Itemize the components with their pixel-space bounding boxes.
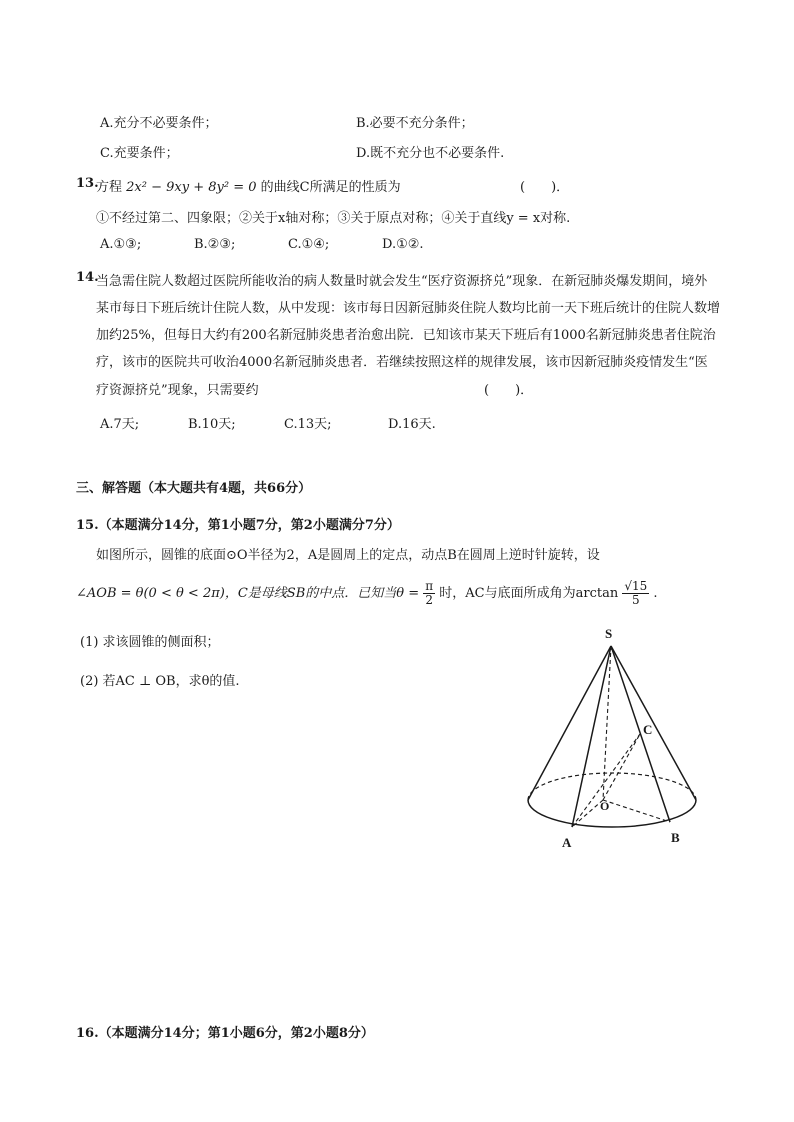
- q13-answer-bracket: ( )．: [520, 180, 570, 195]
- q12-option-a: A.充分不必要条件；: [100, 116, 218, 131]
- q14-option-d: D.16天.: [388, 417, 436, 432]
- q14-line-4: 疗，该市的医院共可收治4000名新冠肺炎患者．若继续按照这样的规律发展，该市因新冠肺炎疫情发生“医: [96, 355, 708, 370]
- q15-frac-numerator: π: [425, 579, 434, 593]
- label-o: O: [600, 799, 610, 813]
- q13-stem: [96, 176, 401, 195]
- q15-header: 15.（本题满分14分，第1小题7分，第2小题满分7分）: [76, 518, 400, 533]
- q14-option-c: C.13天;: [284, 417, 332, 432]
- q13-stem-suffix: 的曲线C所满足的性质为: [260, 180, 401, 195]
- label-s: S: [605, 626, 613, 641]
- q15-pi-over-2: [423, 580, 435, 607]
- q15-line-1: 如图所示，圆锥的底面⊙O半径为2，A是圆周上的定点，动点B在圆周上逆时针旋转，设: [96, 548, 600, 563]
- label-c: C: [643, 722, 653, 737]
- q14-line-3: 加约25%，但每日大约有200名新冠肺炎患者治愈出院．已知该市某天下班后有1000名新冠肺炎患者住院治: [96, 328, 716, 343]
- cone-figure: [515, 622, 715, 854]
- segment-oc: [603, 734, 640, 800]
- q14-option-b: B.10天;: [188, 417, 236, 432]
- q12-option-d: D.既不充分也不必要条件.: [356, 146, 505, 161]
- q16-header: 16.（本题满分14分；第1小题6分，第2小题8分）: [76, 1026, 374, 1041]
- cone-base-front-arc: [528, 800, 696, 827]
- q14-number: 14.: [76, 270, 99, 285]
- q12-option-b: B.必要不充分条件；: [356, 116, 474, 131]
- q15-arctan-denominator: 5: [632, 593, 640, 607]
- label-a: A: [562, 835, 572, 850]
- q14-answer-bracket: ( )．: [484, 383, 534, 398]
- q14-option-a: A.7天;: [100, 417, 140, 432]
- q13-option-b: B.②③;: [194, 237, 236, 252]
- q15-line-end: .: [653, 586, 658, 601]
- q15-line-2: [76, 580, 658, 607]
- radius-ob: [603, 800, 670, 822]
- q15-subquestion-1: (1) 求该圆锥的侧面积；: [80, 635, 220, 650]
- q15-angle-definition: ∠AOB = θ(0 < θ < 2π)，C是母线SB的中点．已知当θ =: [76, 586, 420, 601]
- section-title: 三、解答题（本大题共有4题，共66分）: [76, 481, 312, 496]
- q13-properties: ①不经过第二、四象限；②关于x轴对称；③关于原点对称；④关于直线y = x对称.: [96, 211, 571, 226]
- q15-frac-denominator: 2: [425, 593, 434, 607]
- q12-option-c: C.充要条件；: [100, 146, 179, 161]
- label-b: B: [671, 830, 680, 845]
- cone-base-back-arc: [528, 773, 696, 800]
- q14-line-2: 某市每日下班后统计住院人数，从中发现：该市每日因新冠肺炎住院人数均比前一天下班后统计的住院人数增: [96, 301, 721, 316]
- q13-option-a: A.①③;: [100, 237, 142, 252]
- generatrix-sb: [611, 646, 670, 822]
- q13-stem-prefix: 方程: [96, 180, 123, 195]
- q15-arctan-numerator: √15: [624, 579, 648, 593]
- q13-number: 13.: [76, 176, 99, 191]
- q13-equation: 2x² − 9xy + 8y² = 0: [126, 180, 257, 195]
- q14-line-1: 当急需住院人数超过医院所能收治的病人数量时就会发生“医疗资源挤兑”现象．在新冠肺炎爆发期间，境外: [96, 274, 708, 289]
- q14-line-5: 疗资源挤兑”现象，只需要约: [96, 383, 259, 398]
- q15-arctan-fraction: [622, 580, 649, 607]
- cone-axis-so: [603, 646, 611, 800]
- q13-option-c: C.①④;: [288, 237, 330, 252]
- q15-angle-condition: 时，AC与底面所成角为arctan: [439, 586, 619, 601]
- q13-option-d: D.①②.: [382, 237, 424, 252]
- q15-subquestion-2: (2) 若AC ⊥ OB，求θ的值.: [80, 674, 240, 689]
